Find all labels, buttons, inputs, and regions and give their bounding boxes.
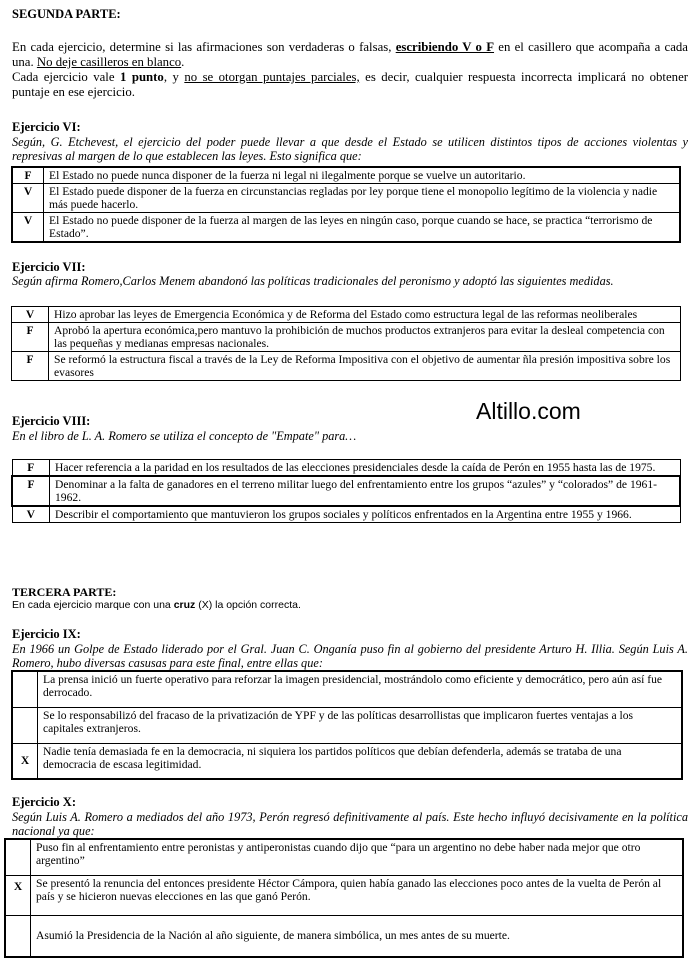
table-row [5,839,683,875]
table-row [5,915,683,957]
statement-text: El Estado puede disponer de la fuerza en circunstancias regladas por ley porque tiene el monopolio legítimo de la violencia y nadie más puede hacerlo. [44,184,681,213]
answer-cell[interactable] [12,671,38,707]
exercise-intro-viii: En el libro de L. A. Romero se utiliza el concepto de "Empate" para… [12,429,357,443]
table-row [12,167,680,184]
answer-cell[interactable] [5,839,31,875]
exercise-title-vi: Ejercicio VI: [12,120,81,134]
answer-cell[interactable]: V [12,506,50,523]
table-row [12,352,681,381]
exercise-title-vii: Ejercicio VII: [12,260,86,274]
answer-table-vii [11,306,681,381]
section-title-segunda-parte: SEGUNDA PARTE: [12,7,121,21]
answer-cell[interactable] [5,915,31,957]
answer-table-viii [11,459,681,523]
statement-text: Se presentó la renuncia del entonces presidente Héctor Cámpora, quien había ganado las elecciones poco antes de la vuelta de Perón al país y se hicieron nuevas elecciones en las que ganó Perón. [31,875,684,915]
statement-text: Describir el comportamiento que mantuvieron los grupos sociales y políticos enfrentados en la Argentina entre 1955 y 1966. [50,506,681,523]
answer-cell[interactable]: F [12,323,49,352]
answer-cell[interactable]: F [12,167,44,184]
instructions-tercera: En cada ejercicio marque con una cruz (X) la opción correcta. [12,599,301,611]
exercise-title-x: Ejercicio X: [12,795,76,809]
watermark-altillo: Altillo.com [476,398,581,424]
exercise-title-viii: Ejercicio VIII: [12,414,91,428]
answer-table-ix [11,670,683,780]
answer-cell[interactable]: V [12,213,44,243]
table-row [12,323,681,352]
statement-text: El Estado no puede disponer de la fuerza al margen de las leyes en ningún caso, porque cuando se hace, se practica “terrorismo de Estado”. [44,213,681,243]
statement-text: La prensa inició un fuerte operativo para reforzar la imagen presidencial, mostrándolo como eficiente y democrático, pero aún así fue derrocado. [38,671,683,707]
statement-text: El Estado no puede nunca disponer de la fuerza ni legal ni ilegalmente porque se vuelve un autoritario. [44,167,681,184]
table-row [12,184,680,213]
statement-text: Se lo responsabilizó del fracaso de la privatización de YPF y de las políticas desarrollistas que implicaron fuertes ventajas a los capitales extranjeros. [38,707,683,743]
statement-text: Hacer referencia a la paridad en los resultados de las elecciones presidenciales desde la caída de Perón en 1955 hasta las de 1975. [50,460,681,477]
answer-cell[interactable]: F [12,476,50,506]
table-row [5,875,683,915]
answer-cell[interactable] [12,707,38,743]
answer-table-x [4,838,684,958]
table-row [12,671,682,707]
exercise-intro-vii: Según afirma Romero,Carlos Menem abandonó las políticas tradicionales del peronismo y adoptó las siguientes medidas. [12,274,614,288]
instructions-segunda: En cada ejercicio, determine si las afirmaciones son verdaderas o falsas, escribiendo V o F en el casillero que acompaña a cada una. No deje casilleros en blanco. Cada ejercicio vale 1 punto, y no se otorgan puntajes parciales, es decir, cualquier respuesta incorrecta implicará no obtener puntaje en ese ejercicio. [12,40,689,99]
exercise-intro-x: Según Luis A. Romero a mediados del año 1973, Perón regresó definitivamente al país. Este hecho influyó decisivamente en la política nacional ya que: [12,810,688,838]
table-row [12,460,680,477]
exercise-intro-ix: En 1966 un Golpe de Estado liderado por el Gral. Juan C. Onganía puso fin al gobierno del presidente Arturo H. Illia. Según Luis A. Romero, hubo diversas casusas para este final, entre ellas que: [12,642,688,670]
exercise-intro-vi: Según, G. Etchevest, el ejercicio del poder puede llevar a que desde el Estado se utilicen distintos tipos de acciones violentas y represivas al margen de lo que establecen las leyes. Esto significa que: [12,135,688,163]
statement-text: Nadie tenía demasiada fe en la democracia, ni siquiera los partidos políticos que debían defenderla, además se trataba de una democracia de escasa legitimidad. [38,743,683,779]
answer-cell[interactable]: X [5,875,31,915]
statement-text: Hizo aprobar las leyes de Emergencia Económica y de Reforma del Estado como estructura legal de las reformas neoliberales [49,307,681,323]
answer-cell[interactable]: F [12,352,49,381]
statement-text: Aprobó la apertura económica,pero mantuvo la prohibición de muchos productos extranjeros para evitar la desleal competencia con las pequeñas y medianas empresas nacionales. [49,323,681,352]
answer-table-vi [11,166,681,243]
section-title-tercera-parte: TERCERA PARTE: [12,585,117,599]
table-row [12,707,682,743]
table-row [12,506,680,523]
answer-cell[interactable]: V [12,184,44,213]
statement-text: Denominar a la falta de ganadores en el terreno militar luego del enfrentamiento entre los grupos “azules” y “colorados” de 1961-1962. [50,476,681,506]
table-row [12,476,680,506]
statement-text: Asumió la Presidencia de la Nación al año siguiente, de manera simbólica, un mes antes de su muerte. [31,915,684,957]
statement-text: Puso fin al enfrentamiento entre peronistas y antiperonistas cuando dijo que “para un argentino no debe haber nada mejor que otro argentino” [31,839,684,875]
answer-cell[interactable]: X [12,743,38,779]
exercise-title-ix: Ejercicio IX: [12,627,81,641]
answer-cell[interactable]: V [12,307,49,323]
statement-text: Se reformó la estructura fiscal a través de la Ley de Reforma Impositiva con el objetivo de aumentar ñla presión impositiva sobre los evasores [49,352,681,381]
table-row [12,213,680,243]
table-row [12,307,681,323]
answer-cell[interactable]: F [12,460,50,477]
table-row [12,743,682,779]
